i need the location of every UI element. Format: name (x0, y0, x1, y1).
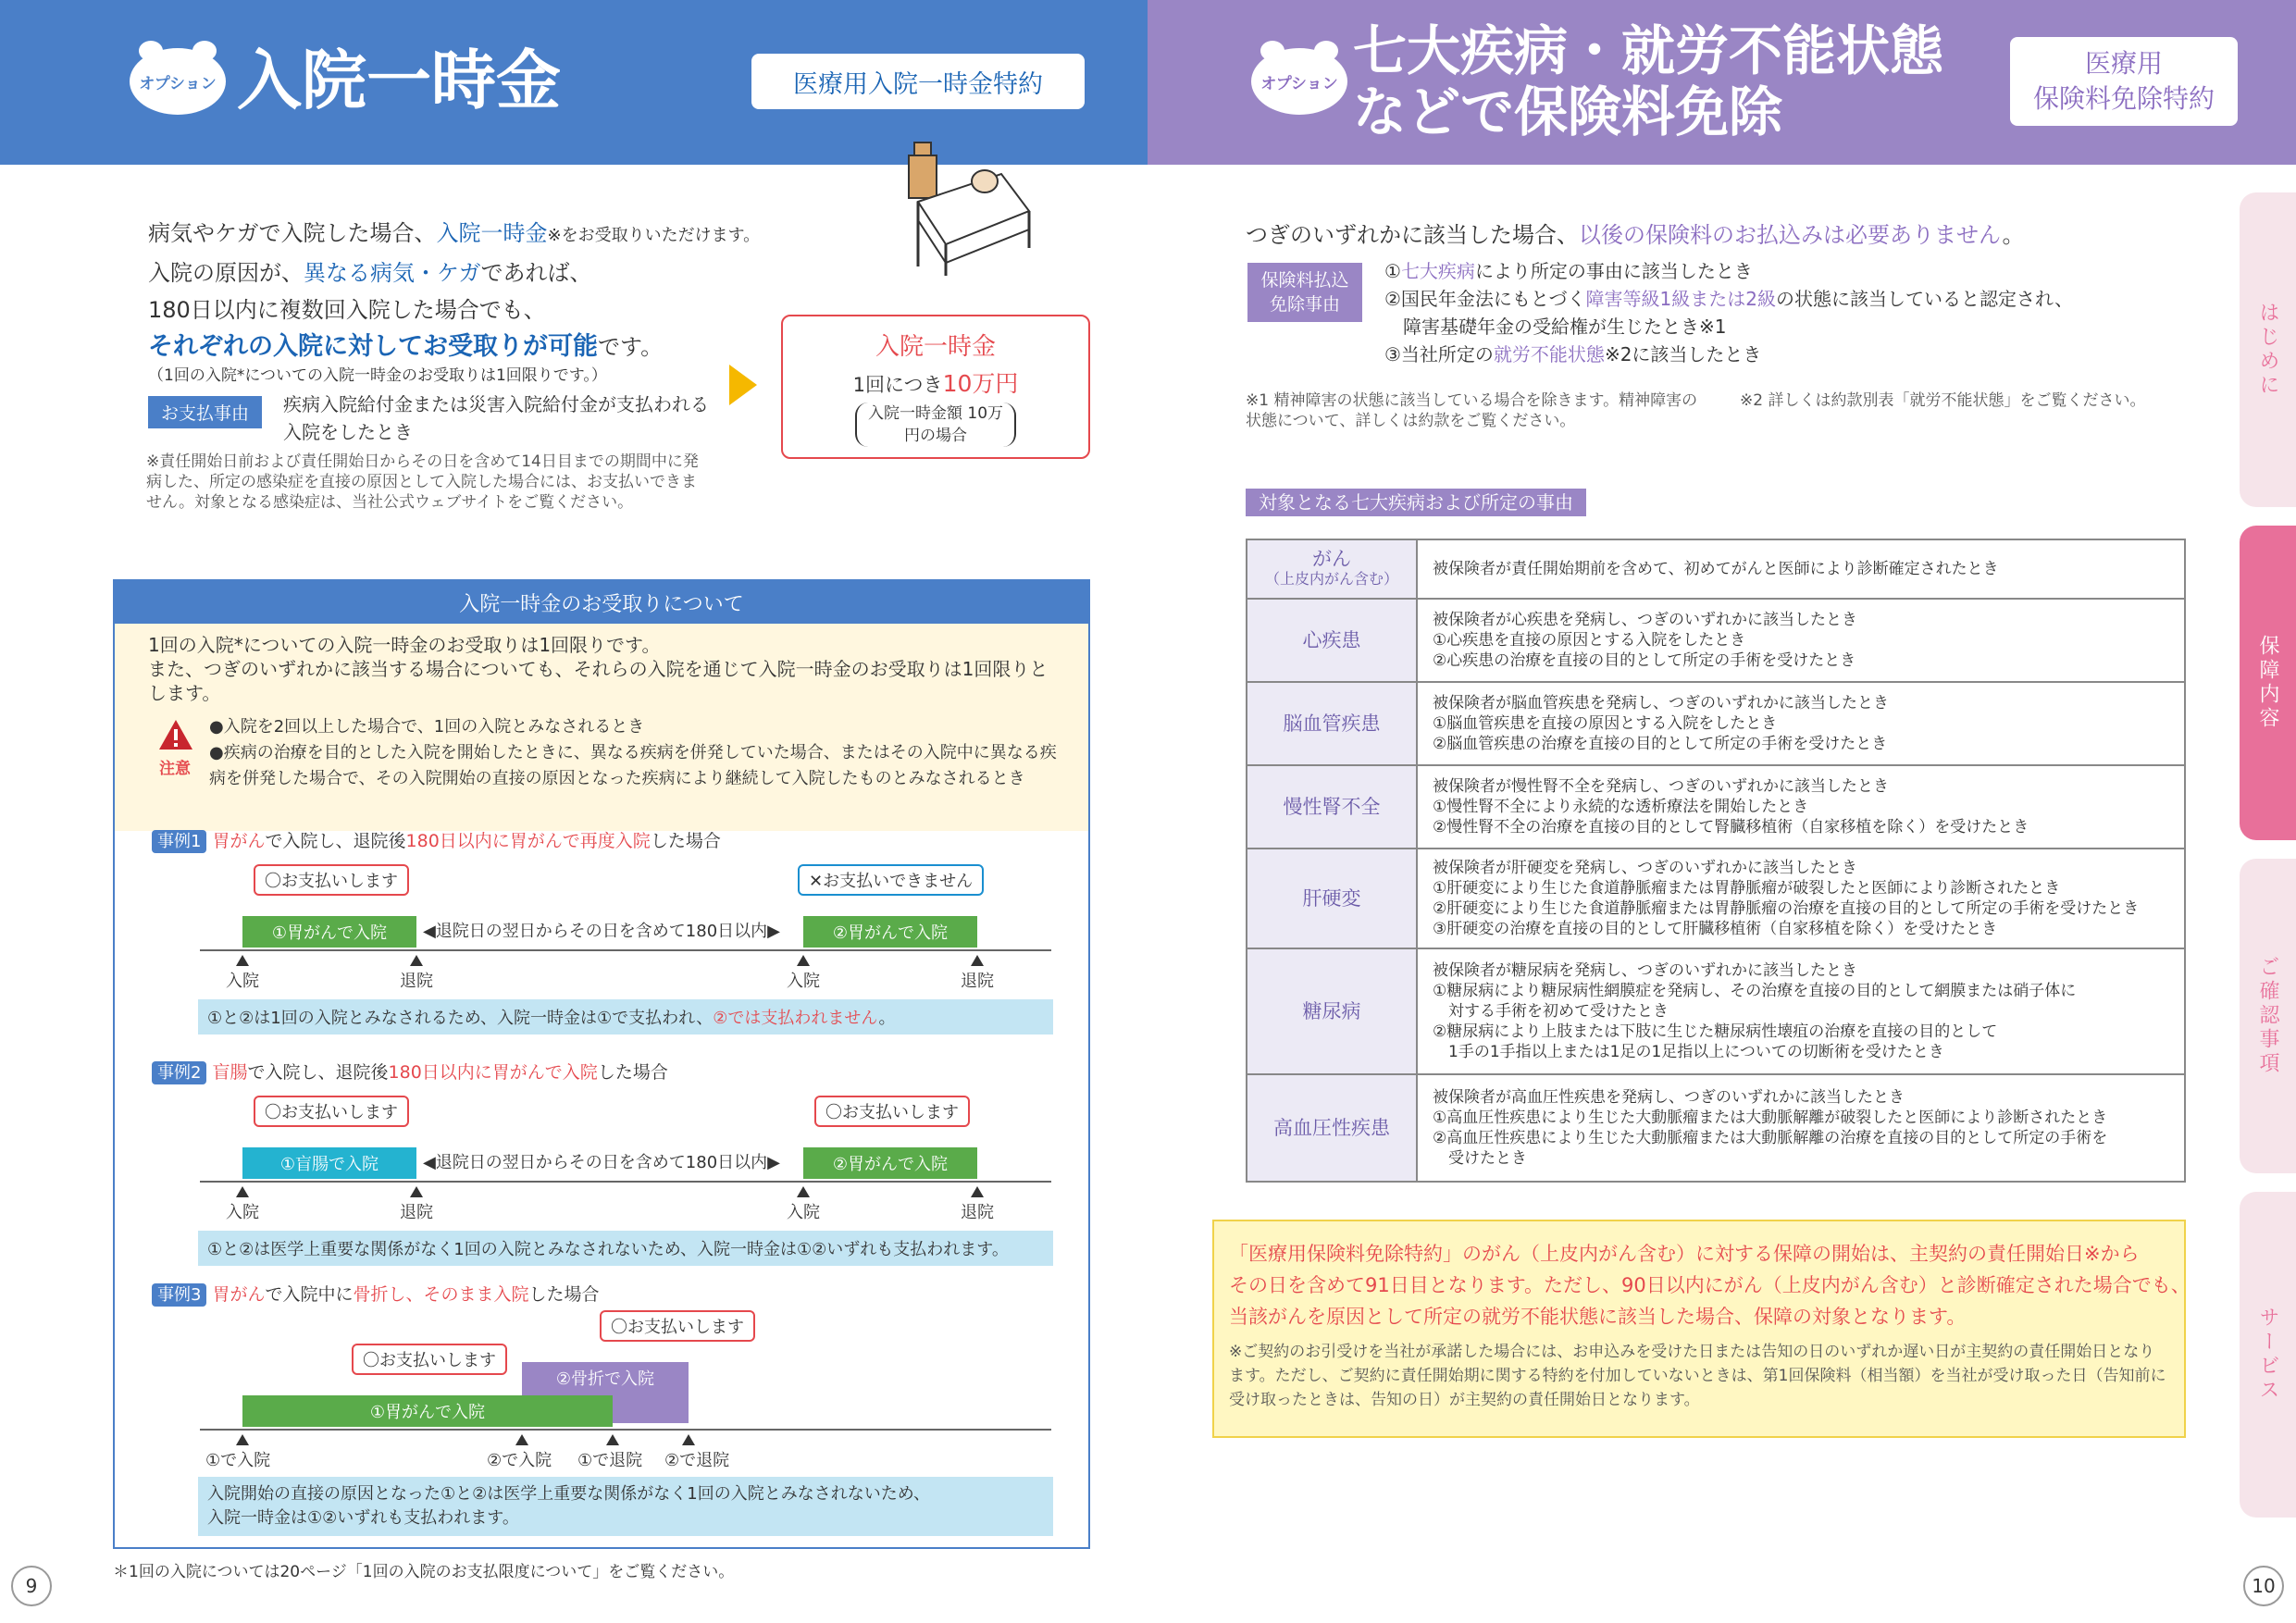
case1-tick3 (797, 955, 810, 966)
payment-reason-tag: お支払事由 (148, 396, 262, 428)
case2-tick3-label: 入院 (787, 1203, 820, 1222)
caution-b2: ●疾病の治療を目的とした入院を開始したときに、異なる疾病を併発していた場合、またはその入院中に異なる疾病を併発した場合で、その入院開始の直接の原因となった疾病により継続して入院したものとみなされるとき (209, 743, 1057, 788)
case2-desc (152, 1059, 668, 1084)
case1-bar1: ①胃がんで入院 (242, 916, 416, 948)
disease-name-1: 心疾患 (1247, 599, 1417, 682)
case1-tag: 事例1 (152, 830, 206, 853)
notice-box (1212, 1220, 2191, 1438)
case1-n3: 。 (878, 1009, 896, 1028)
case2-ok-bubble-1: 〇お支払いします (254, 1096, 409, 1127)
exemption-tag-2: 免除事由 (1269, 294, 1340, 315)
rider-tag-label: 医療用入院一時金特約 (793, 69, 1043, 99)
case2-d3: 180日以内に胃がんで入院 (388, 1062, 598, 1083)
case3-n1: 入院開始の直接の原因となった①と②は医学上重要な関係がなく1回の入院とみなされないため、 (207, 1484, 931, 1504)
disease-3-line-1: ①慢性腎不全により永続的な透析療法を開始したとき (1433, 798, 1809, 816)
amount-value: 10万円 (942, 370, 1019, 397)
disease-2-line-2: ②脳血管疾患の治療を直接の目的として所定の手術を受けたとき (1433, 735, 1888, 753)
case1-tick2-label: 退院 (400, 972, 433, 991)
case3-bar1: ①胃がんで入院 (242, 1395, 613, 1427)
option-badge-label: オプション (139, 74, 217, 93)
right-title-2: などで保険料免除 (1353, 81, 1783, 143)
reason-2b: 障害等級1級または2級 (1585, 288, 1776, 310)
intro-l4b: です。 (598, 334, 664, 360)
case1-n2: ②では支払われません (713, 1009, 879, 1028)
reason-1b: 七大疾病 (1400, 260, 1475, 282)
table-row (1247, 599, 2185, 682)
reason-2d: 障害基礎年金の受給権が生じたとき※1 (1403, 316, 1727, 338)
intro-l1a: 病気やケガで入院した場合、 (148, 220, 437, 246)
payment-reason-text: 疾病入院給付金または災害入院給付金が支払われる入院をしたとき (283, 393, 709, 443)
exemption-reason-tag (1247, 263, 1362, 322)
receipt-p2: また、つぎのいずれかに該当する場合についても、それらの入院を通じて入院一時金のお受取りは1回限りとします。 (148, 658, 1049, 704)
case2-axis (200, 1181, 1051, 1183)
case1-d4: した場合 (650, 831, 721, 851)
right-intro-b: 以後の保険料のお払込みは必要ありません (1579, 222, 2003, 248)
arrow-right (729, 365, 757, 405)
table-row (1247, 765, 2185, 849)
page-title: 入院一時金 (237, 43, 561, 118)
notice-l1: 「医療用保険料免除特約」のがん（上皮内がん含む）に対する保障の開始は、主契約の責任開始日※から (1229, 1243, 2140, 1265)
disease-2-line-1: ①脳血管疾患を直接の原因とする入院をしたとき (1433, 714, 1778, 733)
case3-tick2-label: ②で入院 (487, 1451, 552, 1470)
case1-tick1 (236, 955, 249, 966)
case2-ok-bubble-2: 〇お支払いします (814, 1096, 970, 1127)
case3-tick4-label: ②で退院 (664, 1451, 730, 1470)
case1-d1: 胃がん (212, 831, 266, 851)
disease-4-line-1: ①肝硬変により生じた食道静脈瘤または胃静脈瘤が破裂したと医師により診断されたとき (1433, 879, 2061, 898)
disease-1-line-2: ②心疾患の治療を直接の目的として所定の手術を受けたとき (1433, 651, 1856, 670)
option-badge-right-label: オプション (1260, 74, 1338, 93)
disease-4-line-2: ②肝硬変により生じた食道静脈瘤または胃静脈瘤の治療を直接の目的として所定の手術を受けたとき (1433, 899, 2140, 918)
right-rider-tag (2010, 37, 2238, 126)
right-intro-c: 。 (2002, 222, 2025, 248)
case2-note: ①と②は医学上重要な関係がなく1回の入院とみなされないため、入院一時金は①②いずれも支払われます。 (198, 1231, 1053, 1266)
disease-5-line-0: 被保険者が糖尿病を発病し、つぎのいずれかに該当したとき (1433, 961, 1857, 980)
disease-1-line-1: ①心疾患を直接の原因とする入院をしたとき (1433, 631, 1746, 650)
disease-name-2: 脳血管疾患 (1247, 682, 1417, 765)
disease-6-line-2: ②高血圧性疾患により生じた大動脈瘤または大動脈解離の治療を直接の目的として所定の手術を (1433, 1129, 2108, 1147)
table-row (1247, 948, 2185, 1074)
notice-l3: 当該がんを原因として所定の就労不能状態に該当した場合、保障の対象となります。 (1229, 1306, 1967, 1328)
case2-d4: した場合 (597, 1062, 668, 1083)
disease-6-line-1: ①高血圧性疾患により生じた大動脈瘤または大動脈解離が破裂したと医師により診断されたとき (1433, 1109, 2108, 1127)
caution-label: 注意 (159, 760, 191, 778)
case1-gap: ◀退院日の翌日からその日を含めて180日以内▶ (422, 922, 781, 941)
case1-d2: で入院し、退院後 (265, 831, 406, 851)
right-rider-tag-2: 保険料免除特約 (2032, 83, 2215, 114)
case2-tick1 (236, 1186, 249, 1197)
case3-tick2 (515, 1434, 528, 1445)
intro-l4a: それぞれの入院に対してお受取りが可能 (148, 332, 598, 361)
intro-l2b: 異なる病気・ケガ (304, 260, 481, 286)
case2-bar1: ①盲腸で入院 (242, 1147, 416, 1179)
case2-tick2 (410, 1186, 423, 1197)
right-note-1: ※1 精神障害の状態に該当している場合を除きます。精神障害の状態について、詳しくは約款をご覧ください。 (1246, 391, 1698, 430)
option-badge (130, 48, 226, 115)
case3-d4: した場合 (528, 1284, 600, 1305)
amount-title: 入院一時金 (875, 333, 996, 361)
case3-tick1-label: ①で入院 (205, 1451, 271, 1470)
reason-1a: ① (1384, 260, 1401, 282)
side-tab-intro[interactable]: はじめに (2240, 192, 2296, 507)
disease-6-line-0: 被保険者が高血圧性疾患を発病し、つぎのいずれかに該当したとき (1433, 1088, 1905, 1107)
reason-3a: ③当社所定の (1384, 343, 1494, 365)
disease-table (1246, 539, 2186, 1183)
case1-tick4 (971, 955, 984, 966)
disease-3-line-0: 被保険者が慢性腎不全を発病し、つぎのいずれかに該当したとき (1433, 777, 1889, 796)
option-badge-right (1251, 48, 1347, 115)
intro-l5: （1回の入院*についての入院一時金のお受取りは1回限りです。） (148, 366, 607, 385)
case1-n1: ①と②は1回の入院とみなされるため、入院一時金は①で支払われ、 (207, 1009, 714, 1028)
case3-d1: 胃がん (212, 1284, 266, 1305)
table-row (1247, 682, 2185, 765)
disease-5-line-3: ②糖尿病により上肢または下肢に生じた糖尿病性壊疽の治療を直接の目的として (1433, 1022, 1998, 1041)
disease-sub-0: （上皮内がん含む） (1264, 570, 1398, 588)
right-intro (1246, 217, 2024, 249)
reason-3c: ※2に該当したとき (1604, 343, 1762, 365)
case2-tick4 (971, 1186, 984, 1197)
page-number-left: 9 (11, 1566, 52, 1606)
intro-l2a: 入院の原因が、 (148, 260, 304, 286)
case2-tag: 事例2 (152, 1061, 206, 1084)
case3-tick3 (606, 1434, 619, 1445)
reason-2c: の状態に該当していると認定され、 (1775, 288, 2074, 310)
intro-l3: 180日以内に複数回入院した場合でも、 (148, 297, 546, 323)
case2-tick3 (797, 1186, 810, 1197)
case2-bar2: ②胃がんで入院 (803, 1147, 977, 1179)
caution-b1: ●入院を2回以上した場合で、1回の入院とみなされるとき (209, 717, 645, 737)
disease-4-line-0: 被保険者が肝硬変を発病し、つぎのいずれかに該当したとき (1433, 859, 1857, 877)
case3-ok-bubble-1: 〇お支払いします (352, 1344, 507, 1375)
notice-l2: その日を含めて91日目となります。ただし、90日以内にがん（上皮内がん含む）と診断確定された場合でも、 (1229, 1274, 2191, 1296)
side-tab-service[interactable]: サービス (2240, 1192, 2296, 1518)
case3-n2: 入院一時金は①②いずれも支払われます。 (207, 1508, 519, 1528)
notice-sub: ※ご契約のお引受けを当社が承諾した場合には、お申込みを受けた日または告知の日のいずれか遅い日が主契約の責任開始日となります。ただし、ご契約に責任開始期に関する特約を付加していないときは、第1回保険料（相当額）を当社が受け取った日（告知前に受け取ったときは、告知の日）が主契約の責任開始日となります。 (1229, 1343, 2166, 1409)
reason-3b: 就労不能状態 (1493, 343, 1605, 365)
intro-l1b: 入院一時金 (436, 220, 548, 246)
disease-name-4: 肝硬変 (1247, 849, 1417, 948)
side-tab-confirm[interactable]: ご確認事項 (2240, 859, 2296, 1173)
case2-tick2-label: 退院 (400, 1203, 433, 1222)
case3-tick1 (236, 1434, 249, 1445)
case3-tick3-label: ①で退院 (577, 1451, 643, 1470)
right-title-1: 七大疾病・就労不能状態 (1353, 19, 1944, 82)
receipt-p1: 1回の入院*についての入院一時金のお受取りは1回限りです。 (148, 634, 661, 656)
page-number-right: 10 (2243, 1566, 2284, 1606)
intro-l2c: であれば、 (480, 260, 592, 286)
side-tab-coverage[interactable]: 保障内容 (2240, 526, 2296, 840)
amount-box (781, 315, 1090, 459)
footnote: ＊1回の入院については20ページ「1回の入院のお支払限度について」をご覧ください。 (113, 1563, 735, 1581)
reason-2a: ②国民年金法にもとづく (1384, 288, 1586, 310)
disease-6-line-3: 受けたとき (1433, 1149, 1527, 1168)
right-note-2: ※2 詳しくは約款別表「就労不能状態」をご覧ください。 (1740, 391, 2146, 410)
case3-axis (200, 1429, 1051, 1431)
disease-name-0: がん (1312, 548, 1351, 570)
case2-tick4-label: 退院 (961, 1203, 994, 1222)
rider-tag (751, 54, 1085, 109)
case1-tick1-label: 入院 (226, 972, 259, 991)
disease-5-line-2: 対する手術を初めて受けたとき (1433, 1002, 1669, 1021)
reason-1c: により所定の事由に該当したとき (1474, 260, 1753, 282)
right-rider-tag-1: 医療用 (2084, 48, 2163, 79)
case2-tick1-label: 入院 (226, 1203, 259, 1222)
receipt-section (113, 579, 1090, 1549)
table-row (1247, 539, 2185, 599)
case1-desc (152, 827, 721, 852)
case1-axis (200, 949, 1051, 951)
disease-5-line-1: ①糖尿病により糖尿病性網膜症を発病し、その治療を直接の目的として網膜または硝子体に (1433, 982, 2077, 1000)
disease-name-6: 高血圧性疾患 (1247, 1074, 1417, 1182)
case1-ng-bubble: ✕お支払いできません (798, 864, 984, 896)
right-intro-a: つぎのいずれかに該当した場合、 (1246, 222, 1579, 248)
case1-bar2: ②胃がんで入院 (803, 916, 977, 948)
infection-note: ※責任開始日前および責任開始日からその日を含めて14日目までの期間中に発病した、所定の感染症を直接の原因として入院した場合には、お支払いできません。対象となる感染症は、当社公式ウェブサイトをご覧ください。 (146, 452, 699, 512)
disease-name-3: 慢性腎不全 (1247, 765, 1417, 849)
case1-tick4-label: 退院 (961, 972, 994, 991)
case2-gap: ◀退院日の翌日からその日を含めて180日以内▶ (422, 1153, 781, 1172)
amount-line: 1回につき (852, 374, 943, 396)
case3-tick4 (682, 1434, 695, 1445)
case1-tick3-label: 入院 (787, 972, 820, 991)
amount-paren: 入院一時金額 10万円の場合 (855, 403, 1016, 447)
disease-4-line-3: ③肝硬変の治療を直接の目的として肝臓移植術（自家移植を除く）を受けたとき (1433, 920, 1998, 938)
table-title: 対象となる七大疾病および所定の事由 (1246, 489, 1586, 516)
case3-ok-bubble-2: 〇お支払いします (600, 1310, 755, 1342)
case1-ok-bubble: 〇お支払いします (254, 864, 409, 896)
case3-bar2: ②骨折で入院 (522, 1362, 689, 1423)
exemption-tag-1: 保険料払込 (1260, 270, 1349, 291)
case3-desc (152, 1281, 600, 1306)
case3-d2: で入院中に (265, 1284, 354, 1305)
table-row (1247, 1074, 2185, 1182)
case3-tag: 事例3 (152, 1283, 206, 1307)
bed-illustration (900, 137, 1035, 281)
exemption-reasons (1384, 257, 2180, 368)
case3-note (198, 1477, 1053, 1536)
case2-d1: 盲腸 (212, 1062, 248, 1083)
case1-d3: 180日以内に胃がんで再度入院 (405, 831, 651, 851)
disease-0-line-0: 被保険者が責任開始期前を含めて、初めてがんと医師により診断確定されたとき (1433, 560, 1999, 578)
disease-5-line-4: 1手の1手指以上または1足の1足指以上についての切断術を受けたとき (1433, 1043, 1944, 1061)
intro-l1c: ※をお受取りいただけます。 (547, 226, 761, 245)
disease-name-5: 糖尿病 (1247, 948, 1417, 1074)
case1-note (198, 999, 1053, 1035)
case1-tick2 (410, 955, 423, 966)
case2-d2: で入院し、退院後 (247, 1062, 389, 1083)
table-row (1247, 849, 2185, 948)
intro-text (148, 215, 870, 386)
disease-3-line-2: ②慢性腎不全の治療を直接の目的として腎臓移植術（自家移植を除く）を受けたとき (1433, 818, 2029, 836)
case3-d3: 骨折し、そのまま入院 (353, 1284, 529, 1305)
caution-icon (157, 718, 194, 751)
disease-1-line-0: 被保険者が心疾患を発病し、つぎのいずれかに該当したとき (1433, 611, 1857, 629)
receipt-title: 入院一時金のお受取りについて (115, 581, 1088, 624)
disease-2-line-0: 被保険者が脳血管疾患を発病し、つぎのいずれかに該当したとき (1433, 694, 1889, 712)
